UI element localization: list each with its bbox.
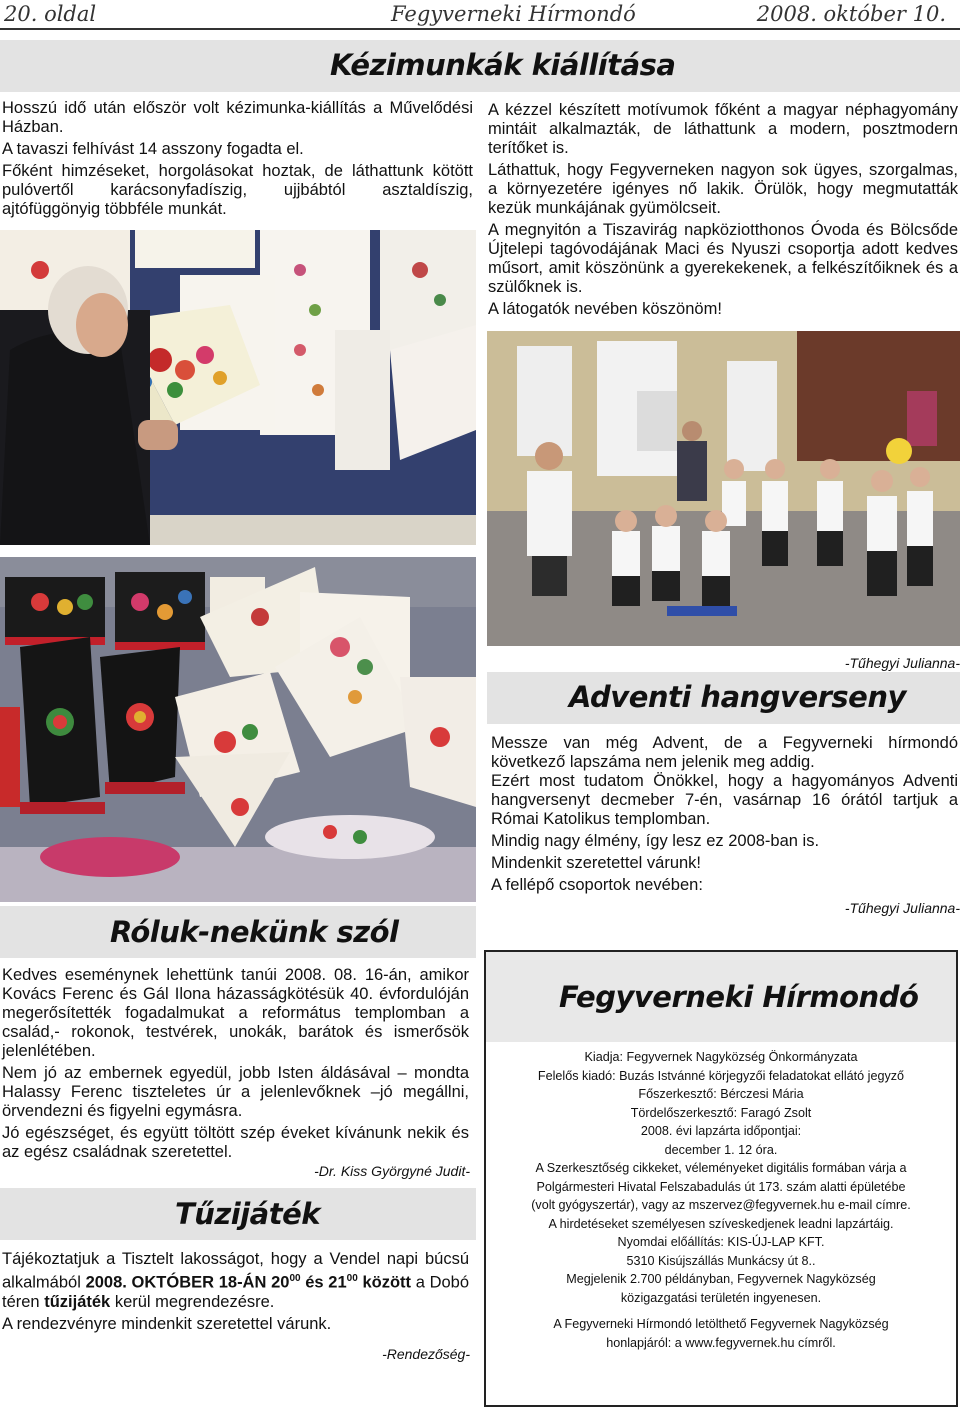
roluk-signature: -Dr. Kiss Györgyné Judit-	[314, 1163, 470, 1179]
advent-title-band	[487, 672, 960, 724]
exhibition-title: Kézimunkák kiállítása	[330, 48, 676, 82]
paper-name: Fegyverneki Hírmondó	[391, 2, 636, 26]
imprint-line: Nyomdai előállítás: KIS-ÚJ-LAP KFT.	[617, 1235, 825, 1249]
fireworks-text	[2, 1250, 469, 1334]
imprint-line: A hirdetéseket személyesen szíveskedjenek leadni lapzártáig.	[548, 1216, 894, 1231]
roluk-paragraph: Kedves eseménynek lehettünk tanúi 2008. 08. 16-án, amikor Kovács Ferenc és Gál Ilona házasságkötésük 40. évfordulóján megerősítették fogadalmukat a református templomban a család,- rokonok, testvérek, unokák, barátok és ismerősök jelenlétében.	[2, 966, 469, 1060]
exhibition-paragraph: A kézzel készített motívumok főként a magyar néphagyomány mintáit alkalmazták, de láthattunk a modern, posztmodern terítőket is.	[488, 101, 958, 157]
imprint-line: Tördelőszerkesztő: Faragó Zsolt	[630, 1105, 812, 1120]
exhibition-paragraph: A megnyitón a Tiszavirág napköziotthonos Óvoda és Bölcsőde Újtelepi tagóvodájának Maci és Nyuszi csoportja adott kedves műsort, amit köszönünk a gyerekekenek, a felkészítőiknek és a szülőknek is.	[488, 221, 958, 296]
advent-paragraph: Ezért most tudatom Önökkel, hogy a hagyományos Adventi hangversenyt decmeber 7-én, vasárnap 16 órától tartjuk a Római Katolikus templomban.	[491, 772, 958, 828]
imprint-line: 2008. évi lapzárta időpontjai:	[640, 1124, 802, 1138]
advent-paragraph: Mindenkit szeretettel várunk!	[491, 854, 702, 872]
exhibition-signature: -Tűhegyi Julianna-	[844, 655, 960, 671]
roluk-paragraph: Nem jó az embernek egyedül, jobb Isten áldásával – mondta Halassy Ferenc tiszteletes úr a jelenlevőknek –jó megállni, örvendezni és figyelni egymásra.	[2, 1064, 469, 1120]
imprint-line: Megjelenik 2.700 példányban, Fegyvernek Nagyközség	[566, 1272, 876, 1286]
fireworks-time-sup: 00	[346, 1273, 358, 1284]
imprint-line: Polgármesteri Hivatal Felszabadulás út 173. szám alatti épületébe	[536, 1179, 906, 1194]
imprint-line: Kiadja: Fegyvernek Nagyközség Önkormányzata	[584, 1050, 858, 1064]
header-rule	[0, 28, 960, 30]
fireworks-paragraph: A rendezvényre mindenkit szeretettel várunk.	[2, 1314, 332, 1333]
advent-title: Adventi hangverseny	[569, 680, 906, 714]
roluk-text	[2, 966, 469, 1162]
imprint-box	[484, 950, 958, 1407]
roluk-paragraph: Jó egészséget, és együtt töltött szép éveket kívánunk nekik és az egész családnak szeretettel.	[2, 1124, 469, 1161]
advent-signature: -Tűhegyi Julianna-	[844, 900, 960, 916]
imprint-title-band	[486, 952, 956, 1042]
issue-date: 2008. október 10.	[756, 2, 946, 26]
fireworks-signature: -Rendezőség-	[382, 1346, 470, 1362]
embroidery-wall-photo	[0, 557, 476, 902]
fireworks-time-sup: 00	[289, 1273, 301, 1284]
advent-text	[491, 734, 958, 895]
exhibition-paragraph: Főként himzéseket, horgolásokat hoztak, de láthattunk kötött pulóvertől karácsonyfadíszig, ujjbábtól asztaldíszig, ajtófüggönyig többféle munkát.	[2, 162, 473, 218]
roluk-title: Róluk-nekünk szól	[110, 915, 399, 949]
imprint-line: (volt gyógyszertár), vagy az mszervez@fegyvernek.hu e-mail címre.	[531, 1198, 911, 1212]
fireworks-text-part: a Dobó téren	[2, 1273, 470, 1311]
page-number: 20. oldal	[4, 2, 97, 26]
page-header	[0, 0, 960, 28]
fireworks-between: között	[362, 1273, 412, 1292]
kindergarten-photo	[487, 331, 960, 646]
exhibition-paragraph: Hosszú idő után először volt kézimunka-kiállítás a Művelődési Házban.	[2, 99, 473, 136]
imprint-line: A Szerkesztőség cikkeket, véleményeket digitális formában várja a	[535, 1161, 907, 1175]
exhibition-title-band	[0, 40, 960, 92]
imprint-line: A Fegyverneki Hírmondó letölthető Fegyvernek Nagyközség	[553, 1317, 889, 1331]
exhibition-intro	[2, 99, 473, 222]
fireworks-title-band	[0, 1188, 476, 1240]
imprint-line: közigazgatási területén ingyenesen.	[620, 1290, 822, 1305]
advent-paragraph: A fellépő csoportok nevében:	[491, 876, 703, 894]
advent-paragraph: Messze van még Advent, de a Fegyverneki hírmondó következő lapszáma nem jelenik meg addig.	[491, 734, 958, 771]
fireworks-paragraph	[2, 1250, 469, 1312]
roluk-title-band	[0, 906, 476, 958]
fireworks-keyword: tűzijáték	[44, 1292, 111, 1311]
fireworks-text-part: Tájékoztatjuk a Tisztelt lakosságot, hogy a Vendel napi búcsú alkalmából	[2, 1250, 469, 1292]
exhibition-photo-woman	[0, 230, 476, 545]
imprint-line: honlapjáról: a www.fegyvernek.hu címről.	[606, 1335, 836, 1350]
exhibition-paragraph: Láthattuk, hogy Fegyverneken nagyon sok ügyes, szorgalmas, a környezetére igényes nő lakik. Örülök, hogy megmutatták kezük munkájának gyümölcseit.	[488, 161, 958, 217]
imprint-line: 5310 Kisújszállás Munkácsy út 8..	[626, 1253, 816, 1268]
imprint-title: Fegyverneki Hírmondó	[559, 980, 919, 1014]
fireworks-text-part: kerül megrendezésre.	[110, 1292, 275, 1311]
fireworks-date: 2008. OKTÓBER 18-ÁN 20	[85, 1273, 290, 1292]
fireworks-time: és 21	[300, 1273, 347, 1292]
exhibition-text	[488, 101, 958, 322]
exhibition-paragraph: A látogatók nevében köszönöm!	[488, 300, 722, 318]
exhibition-paragraph: A tavaszi felhívást 14 asszony fogadta el.	[2, 140, 304, 158]
imprint-lines	[486, 1048, 956, 1352]
advent-paragraph: Mindig nagy élmény, így lesz ez 2008-ban is.	[491, 832, 820, 850]
imprint-line: Felelős kiadó: Buzás Istvánné körjegyzői feladatokat ellátó jegyző	[537, 1068, 905, 1083]
fireworks-title: Tűzijáték	[175, 1197, 321, 1231]
imprint-line: Főszerkesztő: Bérczesi Mária	[638, 1087, 804, 1101]
imprint-line: december 1. 12 óra.	[664, 1142, 778, 1157]
